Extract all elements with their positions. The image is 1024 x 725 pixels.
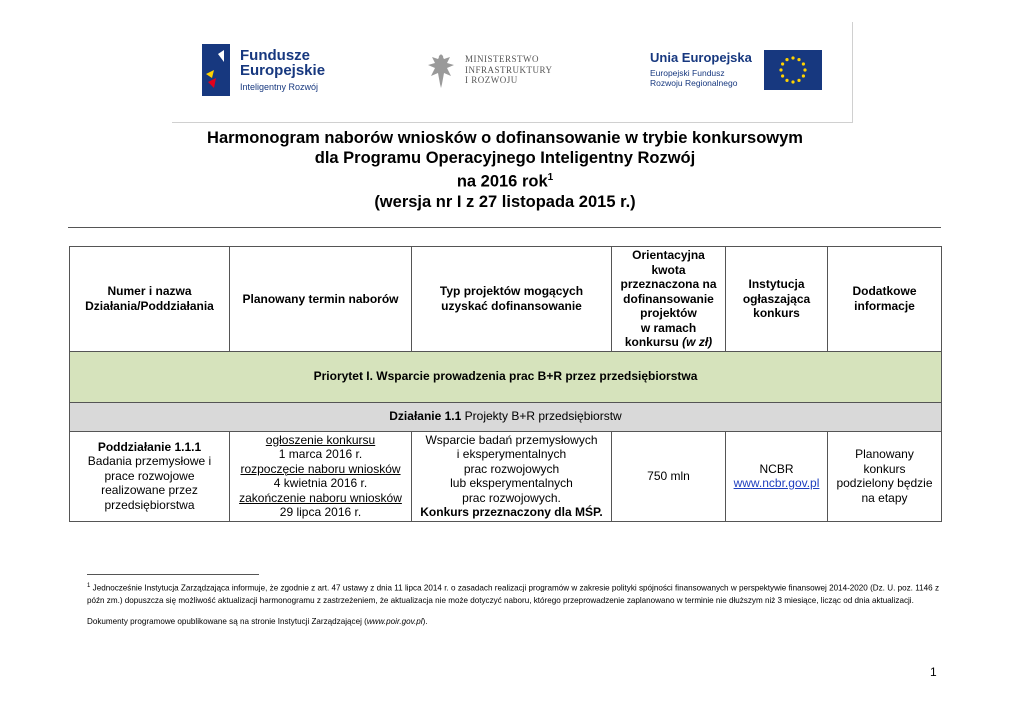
header-amount bbox=[612, 247, 726, 352]
divider bbox=[68, 227, 941, 228]
subaction-line1: Badania przemysłowe i bbox=[87, 454, 212, 469]
priority-row bbox=[70, 351, 942, 402]
title-line3-text: na 2016 rok bbox=[456, 172, 548, 191]
eu-flag-icon bbox=[764, 50, 822, 90]
cell-amount: 750 mln bbox=[612, 431, 726, 521]
project-type-note: Konkurs przeznaczony dla MŚP. bbox=[420, 505, 603, 519]
table-row bbox=[70, 431, 942, 521]
footnote-mark: 1 bbox=[87, 583, 91, 589]
header-col5-line2: ogłaszająca bbox=[742, 291, 811, 306]
header-institution bbox=[726, 247, 828, 352]
project-type-line4: lub eksperymentalnych bbox=[450, 476, 573, 490]
cell-additional-info bbox=[828, 431, 942, 521]
project-type-line3: prac rozwojowych bbox=[463, 461, 560, 476]
documents-link[interactable]: www.poir.gov.pl bbox=[366, 617, 423, 626]
header-col4-line7 bbox=[615, 335, 722, 350]
header-col6-line2: informacje bbox=[854, 298, 915, 313]
schedule-announce-label: ogłoszenie konkursu bbox=[265, 432, 376, 447]
cell-schedule bbox=[230, 431, 412, 521]
header-additional-info bbox=[828, 247, 942, 352]
header-col4-line1: Orientacyjna bbox=[632, 248, 705, 262]
title-line3 bbox=[0, 168, 1010, 192]
info-line1: Planowany bbox=[855, 447, 914, 461]
action-name: Projekty B+R przedsiębiorstw bbox=[461, 409, 622, 424]
header-col4-line4: dofinansowanie bbox=[623, 291, 714, 306]
fe-line2: Europejskie bbox=[240, 62, 326, 80]
eu-logo bbox=[650, 50, 822, 90]
schedule-end-date: 29 lipca 2016 r. bbox=[279, 505, 362, 519]
action-cell bbox=[70, 402, 942, 431]
fe-line3: Inteligentny Rozwój bbox=[240, 82, 319, 93]
documents-note-suffix: ). bbox=[422, 617, 428, 626]
footnote-text: Jednocześnie Instytucja Zarządzająca informuje, że zgodnie z art. 47 ustawy z dnia 11 lipca 2014 r. o zasadach realizacji programów w zakresie polityki spójności finansowanych w perspektywie finansowej 2014-2020 (Dz. U. poz. 1146 z późn zm.) dopuszcza się możliwość aktualizacji harmonogramu z zastrzeżeniem, że aktualizacja nie może dotyczyć naboru, którego przeprowadzenie zaplanowano w terminie nie dłuższym niż 3 miesiące, licząc od dnia aktualizacji. bbox=[87, 583, 939, 605]
schedule-end-label: zakończenie naboru wniosków bbox=[239, 490, 402, 505]
schedule-start-label: rozpoczęcie naboru wniosków bbox=[240, 461, 401, 476]
fe-star-mark-icon bbox=[202, 44, 230, 96]
action-row bbox=[70, 402, 942, 431]
table-header-row bbox=[70, 247, 942, 352]
info-line4: na etapy bbox=[861, 490, 908, 505]
logo-bar bbox=[172, 22, 853, 123]
info-line2: konkurs bbox=[863, 461, 906, 476]
header-col1-line2: Działania/Poddziałania bbox=[85, 298, 214, 313]
header-action-number bbox=[70, 247, 230, 352]
documents-note-prefix: Dokumenty programowe opublikowane są na stronie Instytucji Zarządzającej ( bbox=[87, 617, 367, 626]
header-col5-line1: Instytucja bbox=[748, 277, 805, 291]
institution-link[interactable]: www.ncbr.gov.pl bbox=[733, 476, 820, 490]
subaction-line2: prace rozwojowe bbox=[104, 468, 195, 483]
cell-subaction bbox=[70, 431, 230, 521]
info-line3: podzielony będzie bbox=[836, 476, 933, 490]
header-col3-line1: Typ projektów mogących bbox=[439, 284, 584, 299]
eu-line3: Rozwoju Regionalnego bbox=[650, 77, 738, 88]
subaction-title: Poddziałanie 1.1.1 bbox=[97, 439, 202, 454]
action-number: Działanie 1.1 bbox=[389, 409, 462, 424]
header-col4-unit: (w zł) bbox=[682, 335, 713, 349]
project-type-line2: i eksperymentalnych bbox=[456, 447, 567, 461]
ministry-line1: MINISTERSTWO bbox=[465, 54, 539, 65]
header-project-type bbox=[412, 247, 612, 352]
schedule-announce-date: 1 marca 2016 r. bbox=[278, 447, 363, 461]
header-col3-line2: uzyskać dofinansowanie bbox=[441, 298, 582, 313]
fundusze-europejskie-logo bbox=[202, 44, 325, 96]
ministry-line2: INFRASTRUKTURY bbox=[465, 64, 553, 75]
header-col1-line1: Numer i nazwa bbox=[107, 284, 192, 299]
title-line1: Harmonogram naborów wniosków o dofinansowanie w trybie konkursowym bbox=[207, 129, 803, 147]
eagle-emblem-icon bbox=[425, 50, 457, 90]
header-col4-line5: projektów bbox=[640, 306, 697, 320]
priority-cell: Priorytet I. Wsparcie prowadzenia prac B+R przez przedsiębiorstwa bbox=[70, 351, 942, 402]
subaction-line4: przedsiębiorstwa bbox=[104, 497, 195, 512]
header-planned-term: Planowany termin naborów bbox=[230, 247, 412, 352]
documents-note bbox=[87, 617, 428, 626]
title-line4: (wersja nr I z 27 listopada 2015 r.) bbox=[374, 192, 636, 211]
title-line2: dla Programu Operacyjnego Inteligentny Rozwój bbox=[314, 149, 696, 167]
subaction-line3: realizowane przez bbox=[101, 483, 198, 498]
header-col6-line1: Dodatkowe bbox=[852, 284, 917, 299]
eu-line2: Europejski Fundusz bbox=[650, 68, 725, 79]
schedule-table bbox=[69, 246, 942, 522]
fe-line1: Fundusze bbox=[240, 46, 310, 64]
institution-name: NCBR bbox=[759, 461, 794, 476]
ministry-logo bbox=[425, 50, 553, 90]
header-col4-line6: w ramach bbox=[640, 320, 697, 335]
cell-institution bbox=[726, 431, 828, 521]
ministry-line3: I ROZWOJU bbox=[465, 75, 518, 86]
document-title bbox=[0, 128, 1010, 212]
header-col4-line7-text: konkursu bbox=[624, 335, 679, 349]
header-col4-line3: przeznaczona na bbox=[620, 277, 717, 291]
footnote-ref[interactable]: 1 bbox=[547, 172, 554, 183]
footnote bbox=[87, 580, 939, 607]
project-type-line1: Wsparcie badań przemysłowych bbox=[425, 432, 598, 447]
header-col4-line2: kwota bbox=[651, 262, 686, 277]
schedule-start-date: 4 kwietnia 2016 r. bbox=[273, 476, 368, 490]
page-number: 1 bbox=[930, 665, 937, 679]
project-type-line5: prac rozwojowych. bbox=[462, 490, 561, 505]
cell-project-type bbox=[412, 431, 612, 521]
header-col5-line3: konkurs bbox=[753, 306, 800, 320]
eu-line1: Unia Europejska bbox=[650, 50, 752, 66]
footnote-separator bbox=[87, 574, 259, 575]
